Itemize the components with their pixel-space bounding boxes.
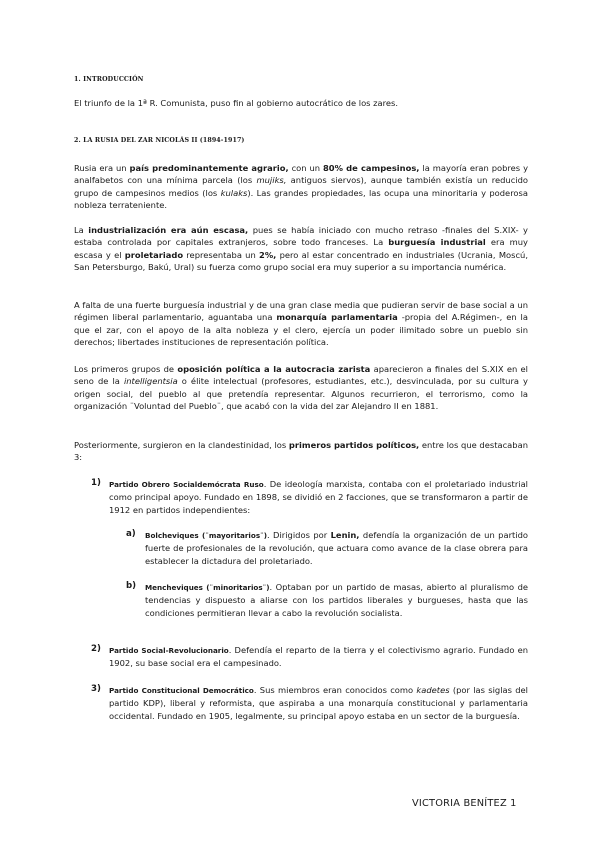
text-run: pero al estar concentrado en industriales (Ucrania, Moscú, San Petersburgo, Bakú, Ural) su fuerza como grupo social era muy superior a su importancia numérica. bbox=[74, 249, 528, 272]
faction-b-number: b) bbox=[126, 581, 137, 591]
text-run: era muy escasa y el bbox=[74, 237, 528, 260]
text-run: Los primeros grupos de bbox=[74, 364, 178, 374]
text-run: Partido Social-Revolucionario bbox=[109, 646, 229, 655]
section-2-title: 2. LA RUSIA DEL ZAR NICOLÁS II (1894-1917) bbox=[74, 137, 245, 144]
text-run: oposición política a la autocracia zarista bbox=[177, 364, 371, 374]
text-run: (por las siglas del partido KDP), liberal y reformista, que aspiraba a una monarquía constitucional y parlamentaria occidental. Fundado en 1905, legalmente, su principal apoyo estaba en un sector de la burguesía. bbox=[109, 685, 528, 721]
paragraph-parties-intro bbox=[74, 439, 528, 464]
paragraph-monarchy bbox=[74, 299, 528, 348]
text-run: o élite intelectual (profesores, estudiantes, etc.), desvinculada, por su cultura y origen social, del pueblo al que pretendía representar. Algunos recurrieron, el terrorismo, como la organización ¨Voluntad del Pueblo¨, que acabó con la vida del zar Alejandro II en 1881. bbox=[74, 376, 528, 411]
text-run: Partido Constitucional Democrático bbox=[109, 686, 254, 695]
text-run: antiguos siervos), aunque también existía un reducido grupo de campesinos medios (los bbox=[74, 175, 529, 198]
text-run: representaba un bbox=[183, 249, 260, 260]
text-run: . De ideología marxista, contaba con el proletariado industrial como principal apoyo. Fundado en 1898, se dividió en 2 facciones, que se transformaron a partir de 1912 en partidos independientes: bbox=[109, 479, 528, 515]
text-run: con un bbox=[288, 163, 323, 173]
text-run: 80% de campesinos, bbox=[322, 163, 420, 173]
text-run: Mencheviques (¨minoritarios¨) bbox=[145, 583, 270, 592]
text-run: Posteriormente, surgieron en la clandestinidad, los bbox=[74, 440, 289, 450]
party-2-text bbox=[109, 644, 528, 670]
party-1-number: 1) bbox=[91, 478, 101, 488]
faction-b-text bbox=[145, 581, 528, 619]
text-run: 2%, bbox=[259, 249, 277, 260]
paragraph-industrialization bbox=[74, 224, 528, 273]
text-run: monarquía parlamentaria bbox=[276, 312, 398, 323]
text-run: aparecieron a finales del S.XIX en el seno de la bbox=[74, 364, 528, 387]
text-run: La bbox=[74, 225, 89, 235]
text-run: . Optaban por un partido de masas, abierto al pluralismo de tendencias y dispuesto a aliarse con los partidos liberales y burgueses, hasta que las condiciones permitieran llevar a cabo la revolución socialista. bbox=[145, 582, 528, 618]
text-run: defendía la organización de un partido fuerte de profesionales de la revolución, que actuara como avance de la clase obrera para establecer la dictadura del proletariado. bbox=[145, 530, 528, 566]
text-run: mujiks, bbox=[256, 175, 287, 186]
paragraph-agrarian bbox=[74, 162, 528, 211]
party-3-number: 3) bbox=[91, 684, 101, 694]
text-run: . Sus miembros eran conocidos como bbox=[253, 685, 417, 695]
text-run: A falta de una fuerte burguesía industrial y de una gran clase media que pudieran servir de base social a un régimen liberal parlamentario, aguantaba una bbox=[74, 300, 528, 323]
text-run: ). Las grandes propiedades, las ocupa una minoritaria y poderosa nobleza terrateniente. bbox=[74, 187, 528, 210]
section-1-text: El triunfo de la 1ª R. Comunista, puso fin al gobierno autocrático de los zares. bbox=[74, 98, 399, 108]
faction-a-text bbox=[145, 529, 528, 567]
text-run: Rusia era un bbox=[74, 163, 130, 173]
party-1-text bbox=[109, 478, 528, 516]
section-1-title: 1. INTRODUCCIÓN bbox=[74, 76, 144, 83]
text-run: . Dirigidos por bbox=[266, 530, 331, 540]
text-run: proletariado bbox=[124, 249, 184, 260]
text-run: primeros partidos políticos, bbox=[288, 440, 420, 450]
text-run: la mayoría eran pobres y analfabetos con una mínima parcela (los bbox=[74, 163, 529, 186]
text-run: Partido Obrero Socialdemócrata Ruso bbox=[109, 480, 264, 489]
text-run: kulaks bbox=[220, 187, 248, 198]
party-3-text bbox=[109, 684, 528, 722]
text-run: . Defendía el reparto de la tierra y el colectivismo agrario. Fundado en 1902, su base social era el campesinado. bbox=[109, 645, 528, 669]
text-run: entre los que destacaban 3: bbox=[74, 440, 528, 463]
text-run: Bolcheviques (¨mayoritarios¨) bbox=[145, 531, 267, 540]
text-run: -propia del A.Régimen-, en la que el zar, con el apoyo de la alta nobleza y el clero, ejercía un poder ilimitado sobre un pueblo sin derechos; libertades instituciones de representación política. bbox=[74, 312, 528, 347]
page-footer: VICTORIA BENÍTEZ 1 bbox=[412, 798, 517, 809]
text-run: kadetes bbox=[416, 685, 450, 695]
text-run: pues se había iniciado con mucho retraso -finales del S.XIX- y estaba controlada por capitales extranjeros, sobre todo franceses. La bbox=[74, 225, 528, 248]
text-run: país predominantemente agrario, bbox=[129, 163, 289, 173]
faction-a-number: a) bbox=[126, 529, 136, 539]
text-run: intelligentsia bbox=[123, 376, 178, 387]
text-run: industrialización era aún escasa, bbox=[88, 225, 249, 235]
text-run: Lenin, bbox=[330, 530, 360, 540]
party-2-number: 2) bbox=[91, 644, 101, 654]
paragraph-opposition bbox=[74, 363, 528, 412]
text-run: burguesía industrial bbox=[388, 237, 486, 248]
